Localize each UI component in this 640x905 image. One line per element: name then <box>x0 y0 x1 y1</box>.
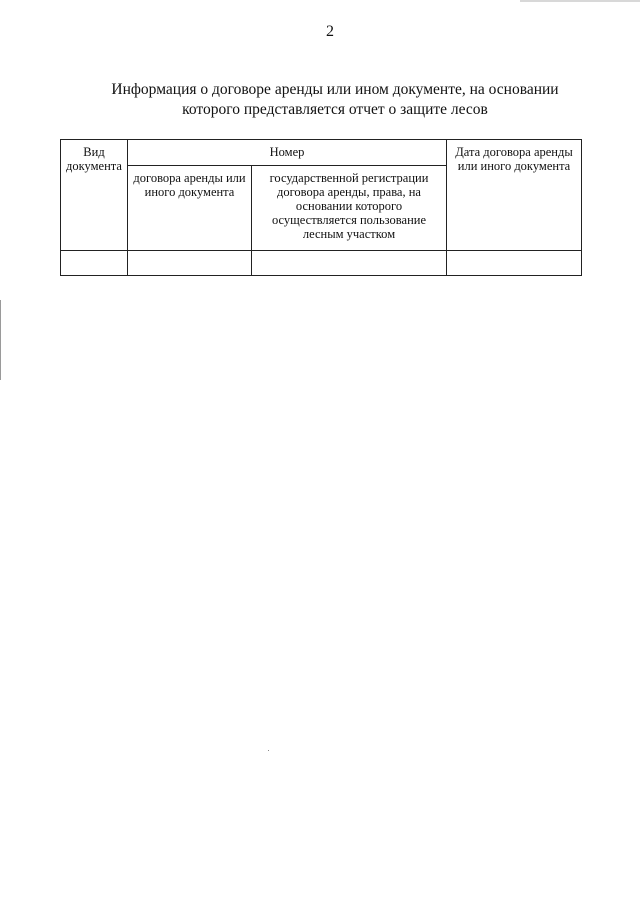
header-contract-number-line-2: иного документа <box>144 185 235 199</box>
table-header-row <box>61 140 582 166</box>
lease-info-table <box>60 139 582 276</box>
header-registration-number <box>252 166 447 251</box>
cell-doc-type <box>61 251 128 276</box>
document-title-line-1: Информация о договоре аренды или ином документе, на основании <box>111 81 559 98</box>
cell-registration-number <box>252 251 447 276</box>
header-contract-number <box>128 166 252 251</box>
header-registration-line-3: основании которого <box>295 199 403 213</box>
header-contract-number-line-1: договора аренды или <box>133 171 246 185</box>
table-row <box>61 251 582 276</box>
document-title <box>90 80 580 120</box>
cell-date <box>447 251 582 276</box>
document-title-line-2: которого представляется отчет о защите лесов <box>182 101 488 118</box>
scan-edge-mark-top <box>520 0 640 2</box>
cell-contract-number <box>128 251 252 276</box>
header-registration-line-1: государственной регистрации <box>269 171 429 185</box>
scan-edge-mark <box>0 300 1 380</box>
header-number: Номер <box>128 140 447 166</box>
scan-speck <box>268 750 269 751</box>
header-doc-type-line-1: Вид <box>83 145 105 159</box>
header-registration-line-4: осуществляется пользование <box>271 213 427 227</box>
header-registration-line-5: лесным участком <box>302 227 396 241</box>
header-date <box>447 140 582 251</box>
header-registration-line-2: договора аренды, права, на <box>277 185 421 199</box>
page-number: 2 <box>326 23 334 40</box>
header-doc-type <box>61 140 128 251</box>
header-doc-type-line-2: документа <box>66 159 122 173</box>
header-date-line-1: Дата договора аренды <box>455 145 573 159</box>
header-date-line-2: или иного документа <box>457 159 571 173</box>
